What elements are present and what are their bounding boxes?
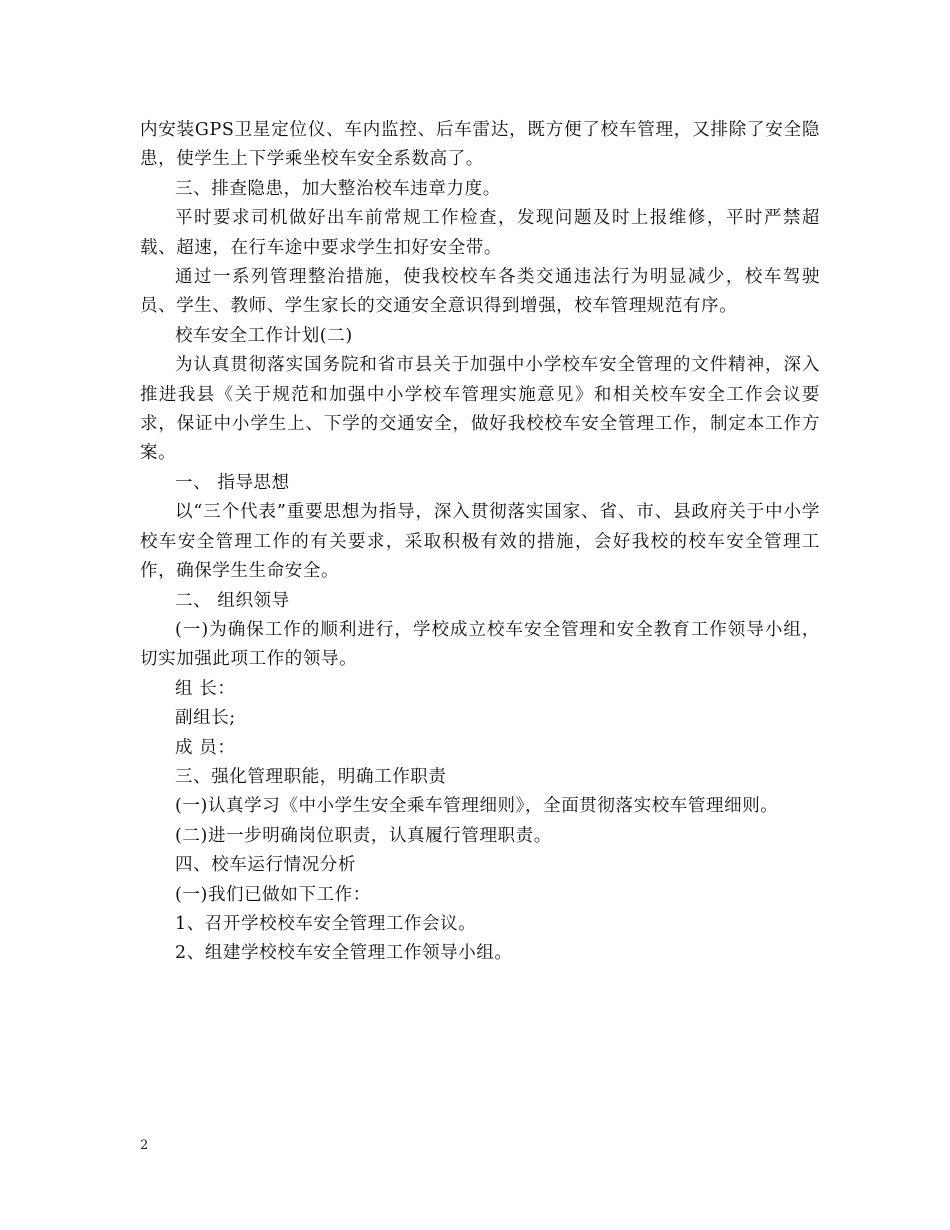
paragraph: (一)为确保工作的顺利进行，学校成立校车安全管理和安全教育工作领导小组，切实加强此项工作的领导。	[140, 619, 820, 670]
paragraph: 组 长：	[175, 678, 236, 699]
paragraph: 1、召开学校校车安全管理工作会议。	[175, 913, 477, 934]
paragraph: 以“三个代表”重要思想为指导，深入贯彻落实国家、省、市、县政府关于中小学校车安全管理工作的有关要求，采取积极有效的措施，会好我校的校车安全管理工作，确保学生生命安全。	[140, 502, 820, 582]
paragraph: 为认真贯彻落实国务院和省市县关于加强中小学校车安全管理的文件精神，深入推进我县《关于规范和加强中小学校车管理实施意见》和相关校车安全工作会议要求，保证中小学生上、下学的交通安全，做好我校校车安全管理工作，制定本工作方案。	[140, 355, 820, 464]
paragraph: 四、校车运行情况分析	[175, 855, 356, 876]
page-number: 2	[140, 1138, 149, 1153]
paragraph: 内安装GPS卫星定位仪、车内监控、后车雷达，既方便了校车管理，又排除了安全隐患，使学生上下学乘坐校车安全系数高了。	[140, 120, 820, 170]
paragraph: 2、组建学校校车安全管理工作领导小组。	[175, 943, 513, 964]
paragraph: (一)认真学习《中小学生安全乘车管理细则》，全面贯彻落实校车管理细则。	[175, 796, 779, 817]
paragraph: (二)进一步明确岗位职责，认真履行管理职责。	[175, 825, 552, 846]
paragraph: 通过一系列管理整治措施，使我校校车各类交通违法行为明显减少，校车驾驶员、学生、教师、学生家长的交通安全意识得到增强，校车管理规范有序。	[140, 267, 820, 317]
paragraph: 平时要求司机做好出车前常规工作检查，发现问题及时上报维修，平时严禁超载、超速，在行车途中要求学生扣好安全带。	[140, 208, 820, 258]
document-body	[140, 116, 820, 969]
paragraph: (一)我们已做如下工作：	[175, 884, 371, 905]
paragraph: 三、强化管理职能，明确工作职责	[175, 766, 447, 787]
paragraph: 副组长;	[175, 708, 236, 729]
paragraph: 二、 组织领导	[175, 590, 290, 611]
paragraph: 一、 指导思想	[175, 472, 290, 493]
paragraph: 成 员：	[175, 737, 236, 758]
paragraph: 校车安全工作计划(二)	[175, 325, 353, 346]
paragraph: 三、排查隐患，加大整治校车违章力度。	[175, 178, 501, 199]
